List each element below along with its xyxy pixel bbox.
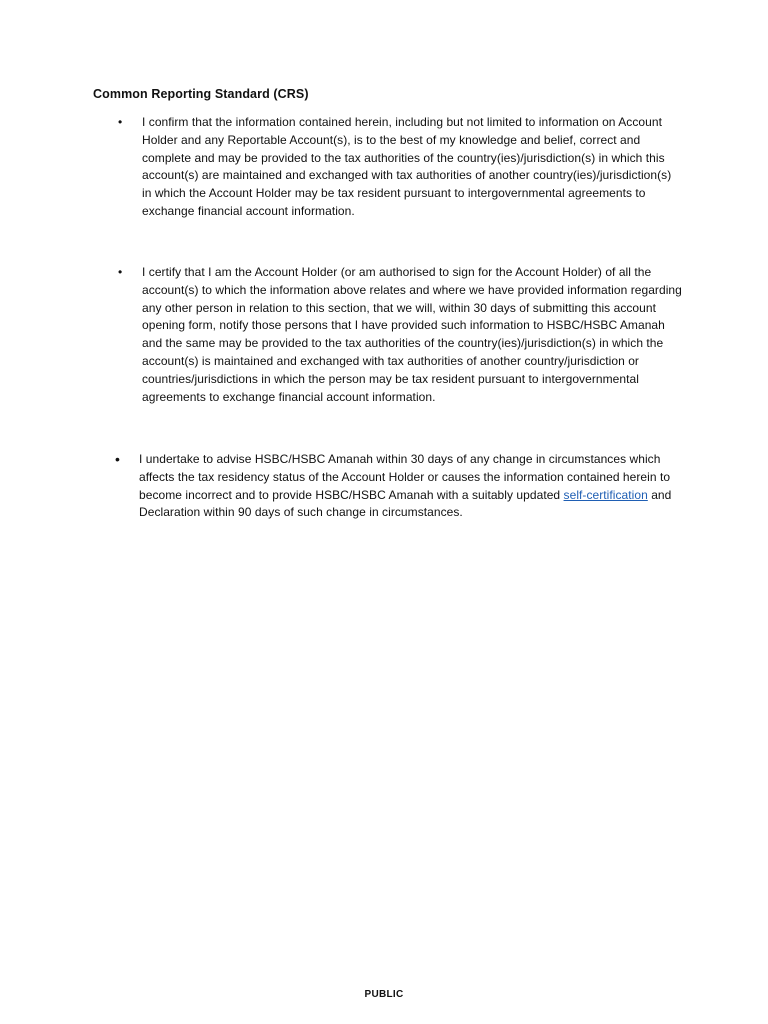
bullet-icon: •: [118, 265, 123, 279]
section-heading: Common Reporting Standard (CRS): [93, 87, 309, 101]
list-item-text: [139, 451, 679, 522]
bullet-icon: •: [115, 451, 120, 467]
list-item-text: I confirm that the information contained herein, including but not limited to information on Account Holder and any Reportable Account(s), is to the best of my knowledge and belief, correct and complete and may be provided to the tax authorities of the country(ies)/jurisdiction(s) in which this account(s) are maintained and exchanged with tax authorities of another country(ies)/jurisdiction(s) in which the Account Holder may be tax resident pursuant to intergovernmental agreements to exchange financial account information.: [142, 115, 672, 218]
bullet-icon: •: [118, 115, 123, 129]
list-item: [0, 114, 768, 244]
text-segment-before-link: I undertake to advise HSBC/HSBC Amanah within 30 days of any change in circumstances which affects the tax residency status of the Account Holder or causes the information contained herein to become incorrect and to provide HSBC/HSBC Amanah with a suitably updated: [139, 452, 671, 502]
list-item: [0, 451, 768, 531]
list-item-text: I certify that I am the Account Holder (or am authorised to sign for the Account Holder) of all the account(s) to which the information above relates and where we have provided information regarding any other person in relation to this section, that we will, within 30 days of submitting this account opening form, notify those persons that I have provided such information to HSBC/HSBC Amanah and the same may be provided to the tax authorities of the country(ies)/jurisdiction(s) in which the account(s) is maintained and exchanged with tax authorities of another country/jurisdiction or countries/jurisdictions in which the person may be tax resident pursuant to intergovernmental agreements to exchange financial account information.: [142, 265, 682, 404]
list-item: [0, 264, 768, 434]
classification-footer: PUBLIC: [364, 989, 404, 1000]
self-certification-link[interactable]: self-certification: [563, 487, 648, 502]
text-segment-after-link: and Declaration within 90 days of such change in circumstances.: [139, 487, 672, 520]
